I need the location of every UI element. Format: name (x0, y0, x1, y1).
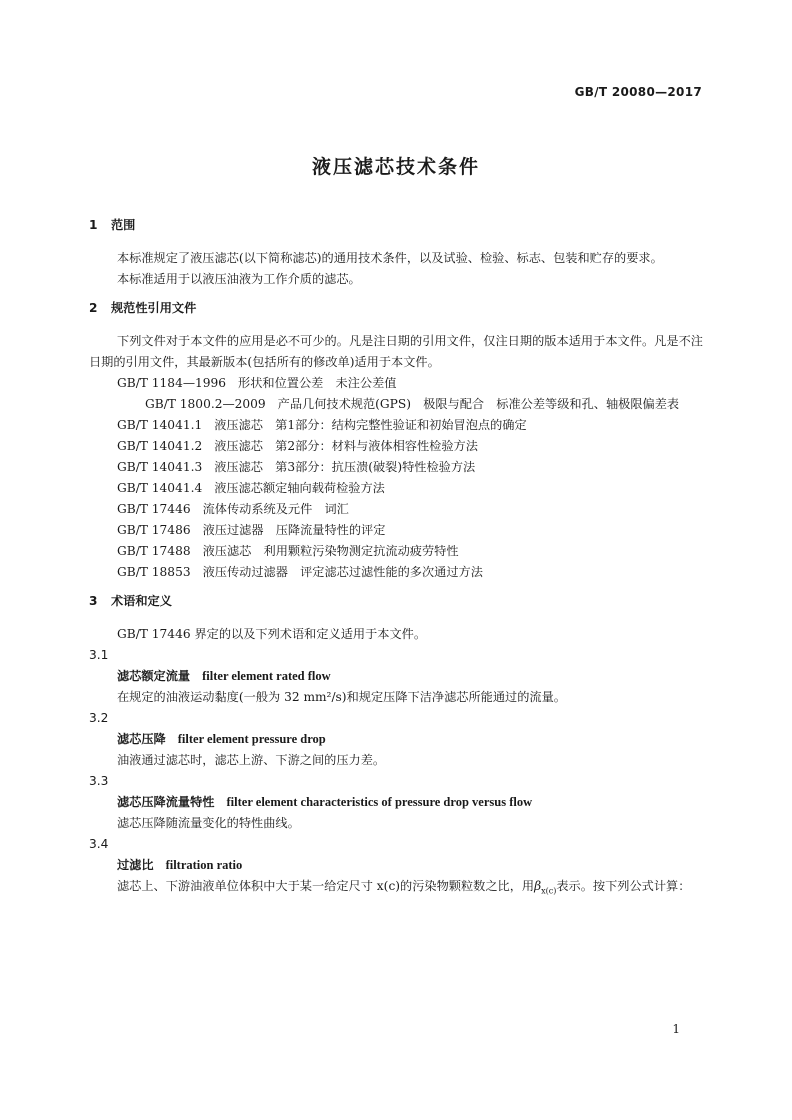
section-heading-1 (89, 215, 703, 236)
term-title (89, 729, 703, 750)
reference-title: 液压滤芯 第2部分：材料与液体相容性检验方法 (214, 439, 478, 453)
reference-item (89, 541, 703, 562)
term-definition: 滤芯压降随流量变化的特性曲线。 (117, 816, 300, 830)
reference-code: GB/T 17488 (117, 544, 191, 558)
section-heading-3 (89, 591, 703, 612)
reference-title: 液压滤芯额定轴向载荷检验方法 (214, 481, 385, 495)
term-definition (89, 876, 703, 901)
reference-item (89, 562, 703, 583)
reference-title: 液压过滤器 压降流量特性的评定 (202, 523, 386, 537)
term-title (89, 666, 703, 687)
page-number: 1 (672, 1022, 680, 1036)
paragraph: 本标准适用于以液压油液为工作介质的滤芯。 (117, 272, 361, 286)
section-number: 1 (89, 218, 98, 232)
paragraph: 下列文件对于本文件的应用是必不可少的。凡是注日期的引用文件，仅注日期的版本适用于本文件。凡是不注日期的引用文件，其最新版本(包括所有的修改单)适用于本文件。 (89, 334, 703, 369)
reference-item (89, 394, 703, 415)
section-number: 2 (89, 301, 98, 315)
reference-item (89, 520, 703, 541)
term-title (89, 855, 703, 876)
beta-symbol: β (534, 879, 542, 893)
reference-item (89, 478, 703, 499)
definition-text: 滤芯上、下游油液单位体积中大于某一给定尺寸 x(c)的污染物颗粒数之比，用 (117, 879, 535, 893)
term-en: filter element rated flow (202, 669, 331, 683)
reference-title: 液压滤芯 第1部分：结构完整性验证和初始冒泡点的确定 (214, 418, 527, 432)
reference-title: 流体传动系统及元件 词汇 (202, 502, 349, 516)
term-number: 3.1 (89, 648, 109, 662)
term-en: filter element characteristics of pressure drop versus flow (226, 795, 533, 809)
reference-code: GB/T 14041.3 (117, 460, 203, 474)
section-title: 范围 (111, 218, 136, 232)
beta-subscript: x(c) (541, 886, 557, 896)
paragraph: GB/T 17446 界定的以及下列术语和定义适用于本文件。 (117, 627, 427, 641)
term-en: filter element pressure drop (177, 732, 326, 746)
term-zh: 过滤比 (117, 858, 154, 872)
reference-code: GB/T 18853 (117, 565, 191, 579)
reference-code: GB/T 14041.4 (117, 481, 203, 495)
reference-title: 液压传动过滤器 评定滤芯过滤性能的多次通过方法 (202, 565, 483, 579)
term-number: 3.3 (89, 774, 109, 788)
term-definition: 油液通过滤芯时，滤芯上游、下游之间的压力差。 (117, 753, 386, 767)
reference-title: 产品几何技术规范(GPS) 极限与配合 标准公差等级和孔、轴极限偏差表 (277, 397, 680, 411)
document-title: 液压滤芯技术条件 (311, 156, 480, 178)
term-zh: 滤芯压降流量特性 (117, 795, 215, 809)
reference-item (89, 499, 703, 520)
standard-number: GB/T 20080—2017 (574, 85, 702, 99)
term-number: 3.4 (89, 837, 109, 851)
document-body (89, 215, 703, 901)
section-number: 3 (89, 594, 98, 608)
term-en: filtration ratio (165, 858, 243, 872)
section-title: 术语和定义 (111, 594, 172, 608)
term-number: 3.2 (89, 711, 109, 725)
reference-code: GB/T 17486 (117, 523, 191, 537)
reference-item (89, 457, 703, 478)
section-title: 规范性引用文件 (111, 301, 197, 315)
reference-title: 形状和位置公差 未注公差值 (238, 376, 397, 390)
reference-item (89, 373, 703, 394)
reference-title: 液压滤芯 利用颗粒污染物测定抗流动疲劳特性 (202, 544, 459, 558)
term-zh: 滤芯压降 (117, 732, 166, 746)
section-heading-2 (89, 298, 703, 319)
term-zh: 滤芯额定流量 (117, 669, 191, 683)
paragraph: 本标准规定了液压滤芯(以下简称滤芯)的通用技术条件，以及试验、检验、标志、包装和贮存的要求。 (117, 251, 663, 265)
reference-code: GB/T 14041.1 (117, 418, 203, 432)
definition-text-end: 表示。按下列公式计算： (556, 879, 691, 893)
reference-item (89, 436, 703, 457)
reference-code: GB/T 17446 (117, 502, 191, 516)
reference-code: GB/T 1184—1996 (117, 376, 227, 390)
reference-item (89, 415, 703, 436)
reference-code: GB/T 1800.2—2009 (145, 397, 266, 411)
reference-code: GB/T 14041.2 (117, 439, 203, 453)
term-definition: 在规定的油液运动黏度(一般为 32 mm²/s)和规定压降下洁净滤芯所能通过的流量。 (117, 690, 566, 704)
term-title (89, 792, 703, 813)
reference-title: 液压滤芯 第3部分：抗压溃(破裂)特性检验方法 (214, 460, 476, 474)
